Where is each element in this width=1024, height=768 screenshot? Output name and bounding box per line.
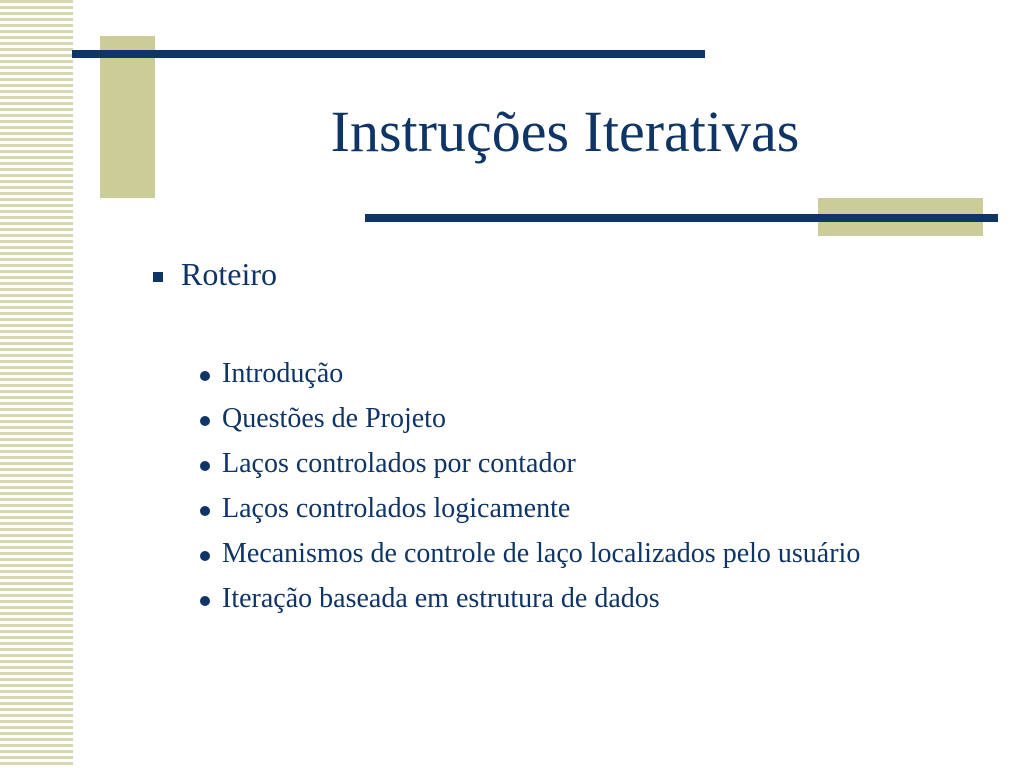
round-bullet-icon bbox=[200, 371, 210, 381]
list-item-text: Laços controlados por contador bbox=[222, 448, 576, 479]
square-bullet-icon bbox=[153, 272, 163, 282]
sub-bullet-list bbox=[198, 355, 918, 625]
round-bullet-icon bbox=[200, 506, 210, 516]
slide-title: Instruções Iterativas bbox=[330, 99, 800, 164]
list-item bbox=[198, 490, 918, 527]
main-bullet bbox=[153, 252, 277, 296]
list-item bbox=[198, 535, 918, 572]
list-item-text: Mecanismos de controle de laço localizados pelo usuário bbox=[222, 538, 861, 569]
list-item bbox=[198, 445, 918, 482]
round-bullet-icon bbox=[200, 416, 210, 426]
round-bullet-icon bbox=[200, 461, 210, 471]
main-bullet-text: Roteiro bbox=[181, 256, 277, 292]
list-item-text: Iteração baseada em estrutura de dados bbox=[222, 583, 660, 614]
decorative-navy-bar-bottom bbox=[365, 214, 998, 222]
round-bullet-icon bbox=[200, 551, 210, 561]
list-item-text: Questões de Projeto bbox=[222, 403, 446, 434]
striped-side-pattern bbox=[0, 0, 73, 768]
list-item bbox=[198, 580, 918, 617]
list-item bbox=[198, 355, 918, 392]
list-item-text: Laços controlados logicamente bbox=[222, 493, 571, 524]
round-bullet-icon bbox=[200, 596, 210, 606]
list-item-text: Introdução bbox=[222, 358, 344, 389]
decorative-navy-bar-top bbox=[72, 50, 705, 58]
list-item bbox=[198, 400, 918, 437]
